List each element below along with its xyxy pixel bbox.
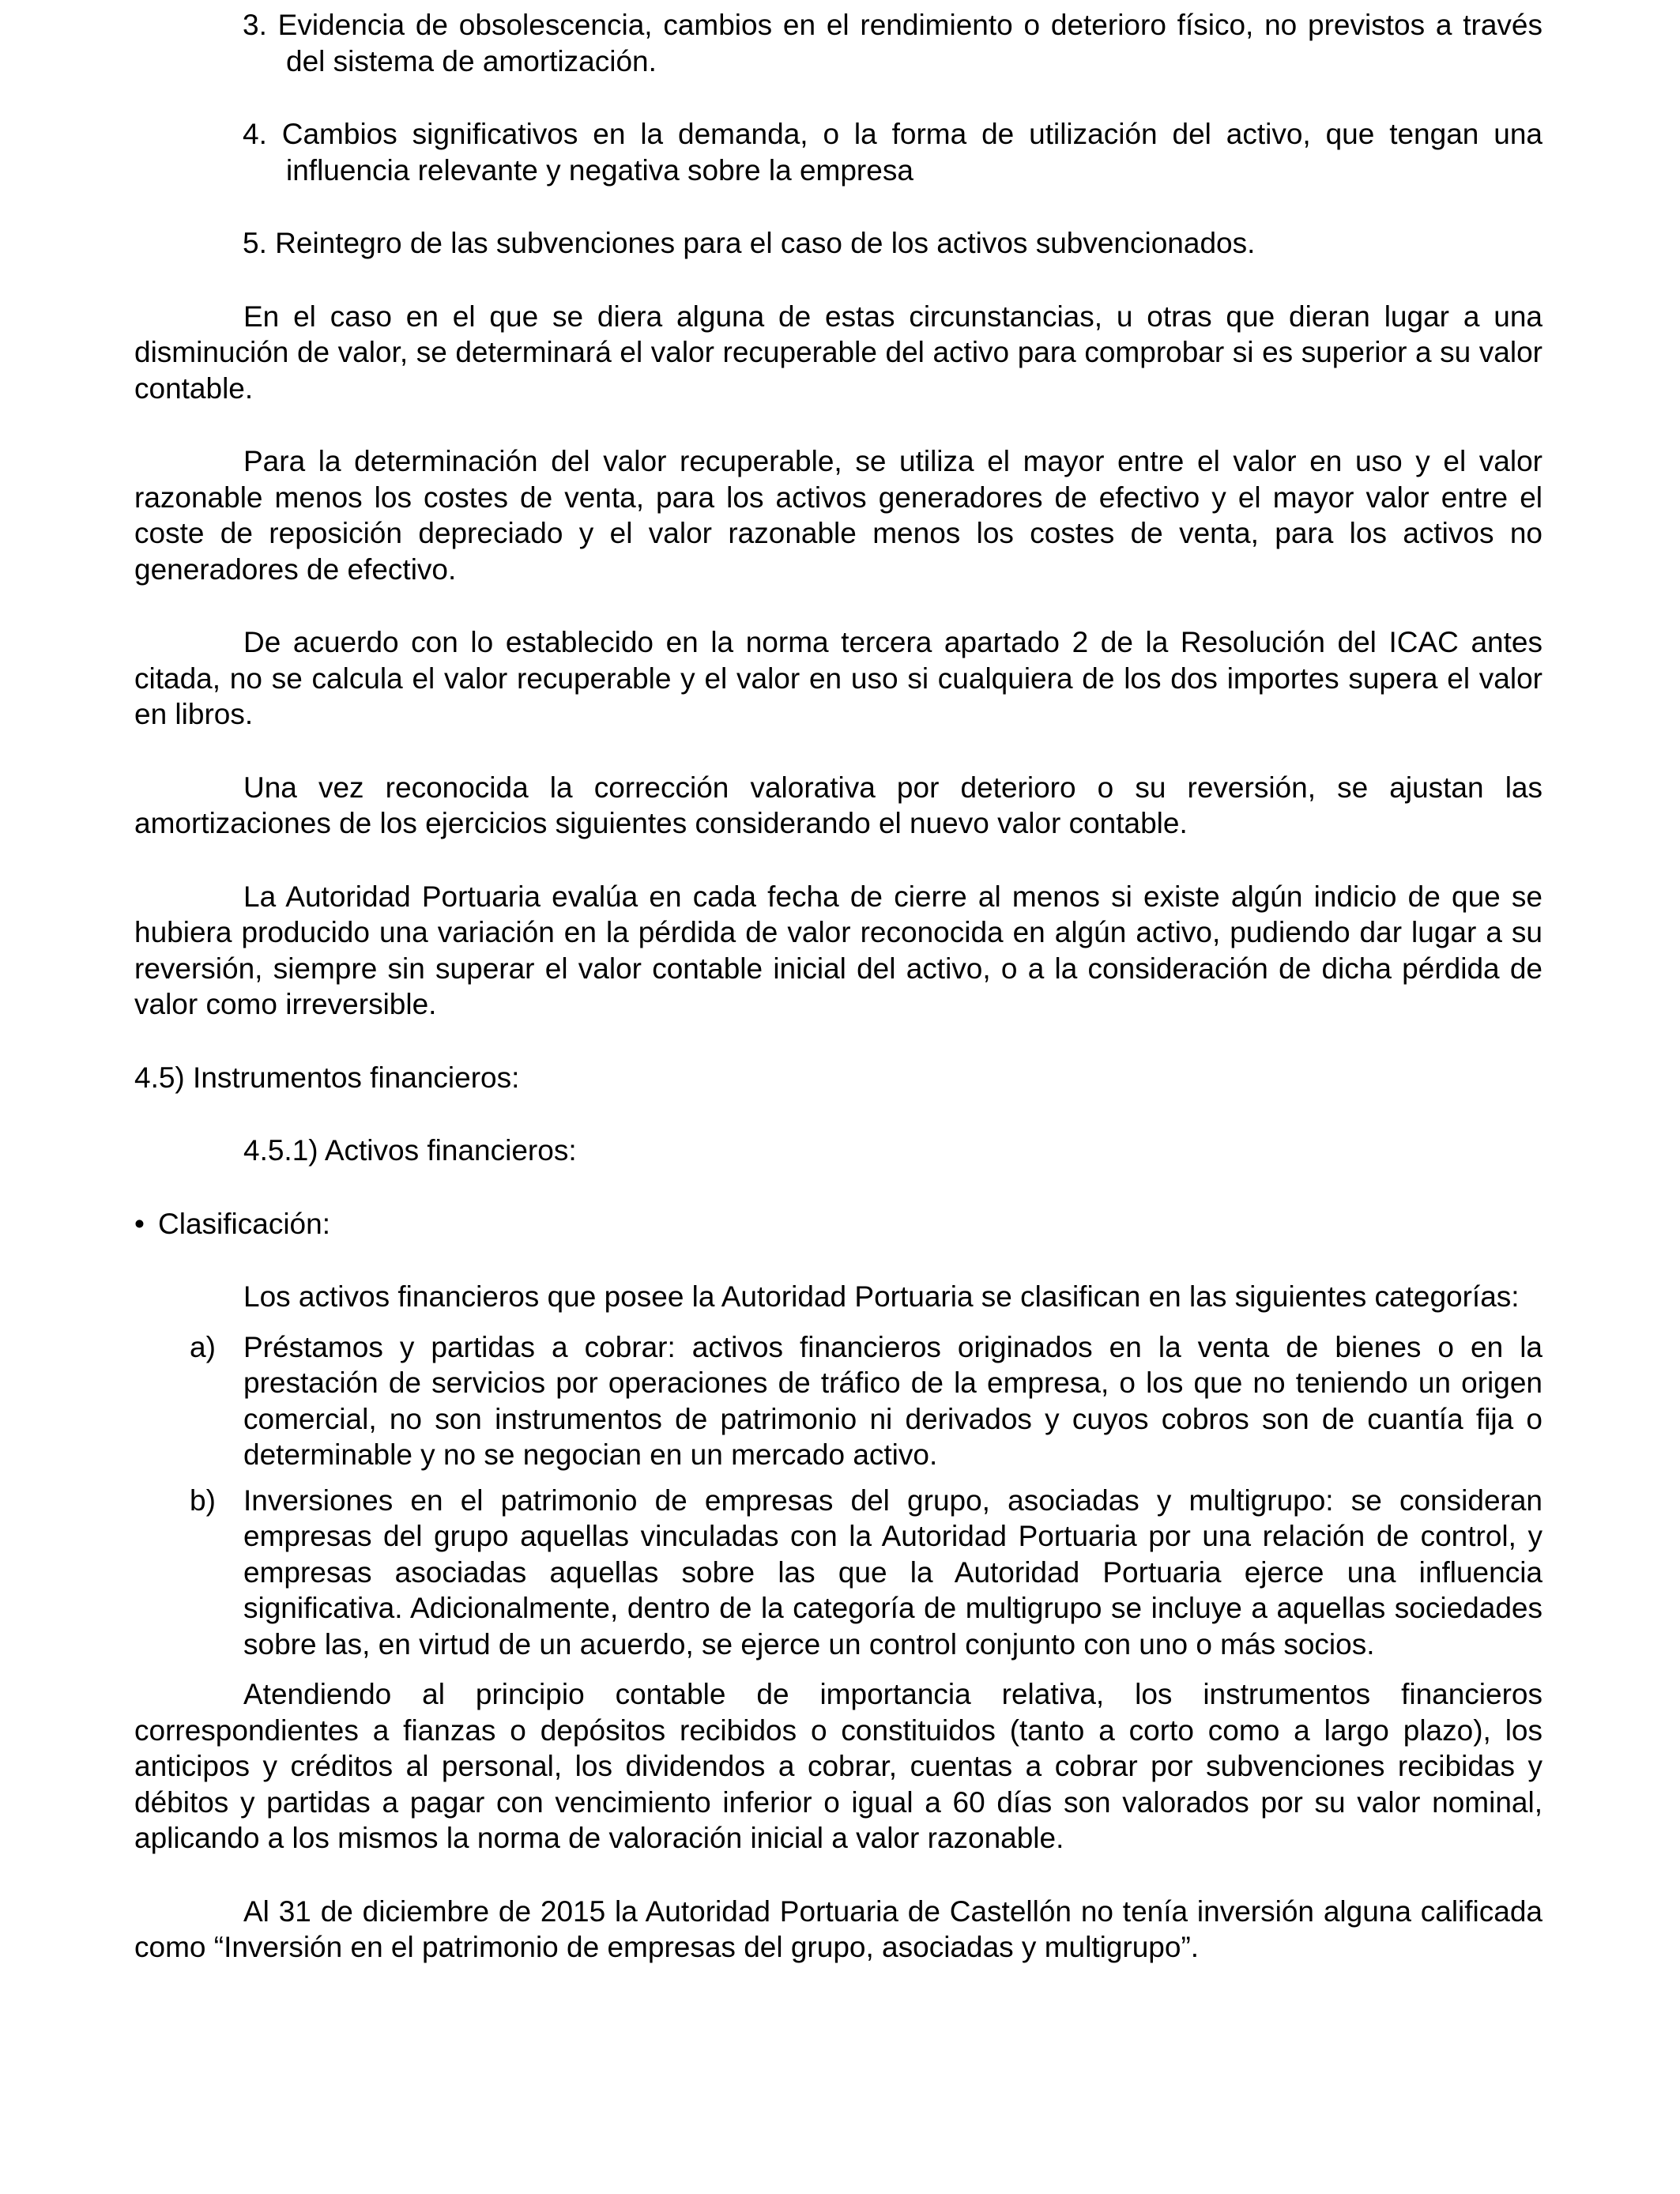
paragraph-relative-importance: Atendiendo al principio contable de importancia relativa, los instrumentos financieros correspondientes a fianzas o depósitos recibidos o constituidos (tanto a corto como a largo plazo), los anticipos y créditos al personal, los dividendos a cobrar, cuentas a cobrar por subvenciones recibidas y débitos y partidas a pagar con vencimiento inferior o igual a 60 días son valorados por su valor nominal, aplicando a los mismos la norma de valoración inicial a valor razonable.: [134, 1678, 1543, 1854]
numbered-item-3: [243, 7, 1543, 79]
item-text: Inversiones en el patrimonio de empresas del grupo, asociadas y multigrupo: se consideran empresas del grupo aquellas vinculadas con la Autoridad Portuaria por una relación de control, y empresas asociadas aquellas sobre las que la Autoridad Portuaria ejerce una influencia significativa. Adicionalmente, dentro de la categoría de multigrupo se incluye a aquellas sociedades sobre las, en virtud de un acuerdo, se ejerce un control conjunto con uno o más socios.: [243, 1483, 1543, 1661]
paragraph-evaluation: La Autoridad Portuaria evalúa en cada fecha de cierre al menos si existe algún indicio de que se hubiera producido una variación en la pérdida de valor reconocida en algún activo, pudiendo dar lugar a su reversión, siempre sin superar el valor contable inicial del activo, o a la consideración de dicha pérdida de valor como irreversible.: [134, 880, 1543, 1020]
numbered-item-5: [243, 225, 1543, 262]
numbered-item-4: [243, 116, 1543, 188]
bullet-classification: [134, 1206, 1543, 1242]
document-page: [134, 0, 1543, 1966]
item-text: Cambios significativos en la demanda, o la forma de utilización del activo, que tengan una influencia relevante y negativa sobre la empresa: [281, 118, 1543, 187]
paragraph-correction: Una vez reconocida la corrección valorativa por deterioro o su reversión, se ajustan las amortizaciones de los ejercicios siguientes considerando el nuevo valor contable.: [134, 771, 1543, 839]
paragraph-classification-intro: Los activos financieros que posee la Autoridad Portuaria se clasifican en las siguientes categorías:: [243, 1280, 1520, 1313]
item-letter: a): [190, 1330, 216, 1363]
item-text: Reintegro de las subvenciones para el caso de los activos subvencionados.: [275, 227, 1256, 259]
lettered-item-a: [134, 1329, 1543, 1473]
bullet-icon: •: [134, 1207, 145, 1240]
lettered-item-b: [134, 1483, 1543, 1663]
paragraph-investment-2015: Al 31 de diciembre de 2015 la Autoridad Portuaria de Castellón no tenía inversión alguna calificada como “Inversión en el patrimonio de empresas del grupo, asociadas y multigrupo”.: [134, 1894, 1543, 1963]
item-number: 3.: [243, 9, 267, 41]
item-letter: b): [190, 1483, 216, 1517]
item-number: 4.: [243, 118, 267, 150]
paragraph-recoverable-value: Para la determinación del valor recuperable, se utiliza el mayor entre el valor en uso y el valor razonable menos los costes de venta, para los activos generadores de efectivo y el mayor valor entre el coste de reposición depreciado y el valor razonable menos los costes de venta, para los activos no generadores de efectivo.: [134, 445, 1543, 586]
paragraph-icac-resolution: De acuerdo con lo establecido en la norma tercera apartado 2 de la Resolución del ICAC antes citada, no se calcula el valor recuperable y el valor en uso si cualquiera de los dos importes supera el valor en libros.: [134, 626, 1543, 730]
item-text: Préstamos y partidas a cobrar: activos financieros originados en la venta de bienes o en la prestación de servicios por operaciones de tráfico de la empresa, o los que no teniendo un origen comercial, no son instrumentos de patrimonio ni derivados y cuyos cobros son de cuantía fija o determinable y no se negocian en un mercado activo.: [243, 1330, 1543, 1471]
subsection-heading: 4.5.1) Activos financieros:: [243, 1134, 577, 1167]
bullet-label: Clasificación:: [158, 1207, 330, 1240]
item-text: Evidencia de obsolescencia, cambios en el rendimiento o deterioro físico, no previstos a través del sistema de amortización.: [277, 9, 1543, 77]
section-heading: 4.5) Instrumentos financieros:: [134, 1061, 520, 1094]
item-number: 5.: [243, 227, 267, 259]
paragraph-circumstances: En el caso en el que se diera alguna de estas circunstancias, u otras que dieran lugar a una disminución de valor, se determinará el valor recuperable del activo para comprobar si es superior a su valor contable.: [134, 300, 1543, 405]
